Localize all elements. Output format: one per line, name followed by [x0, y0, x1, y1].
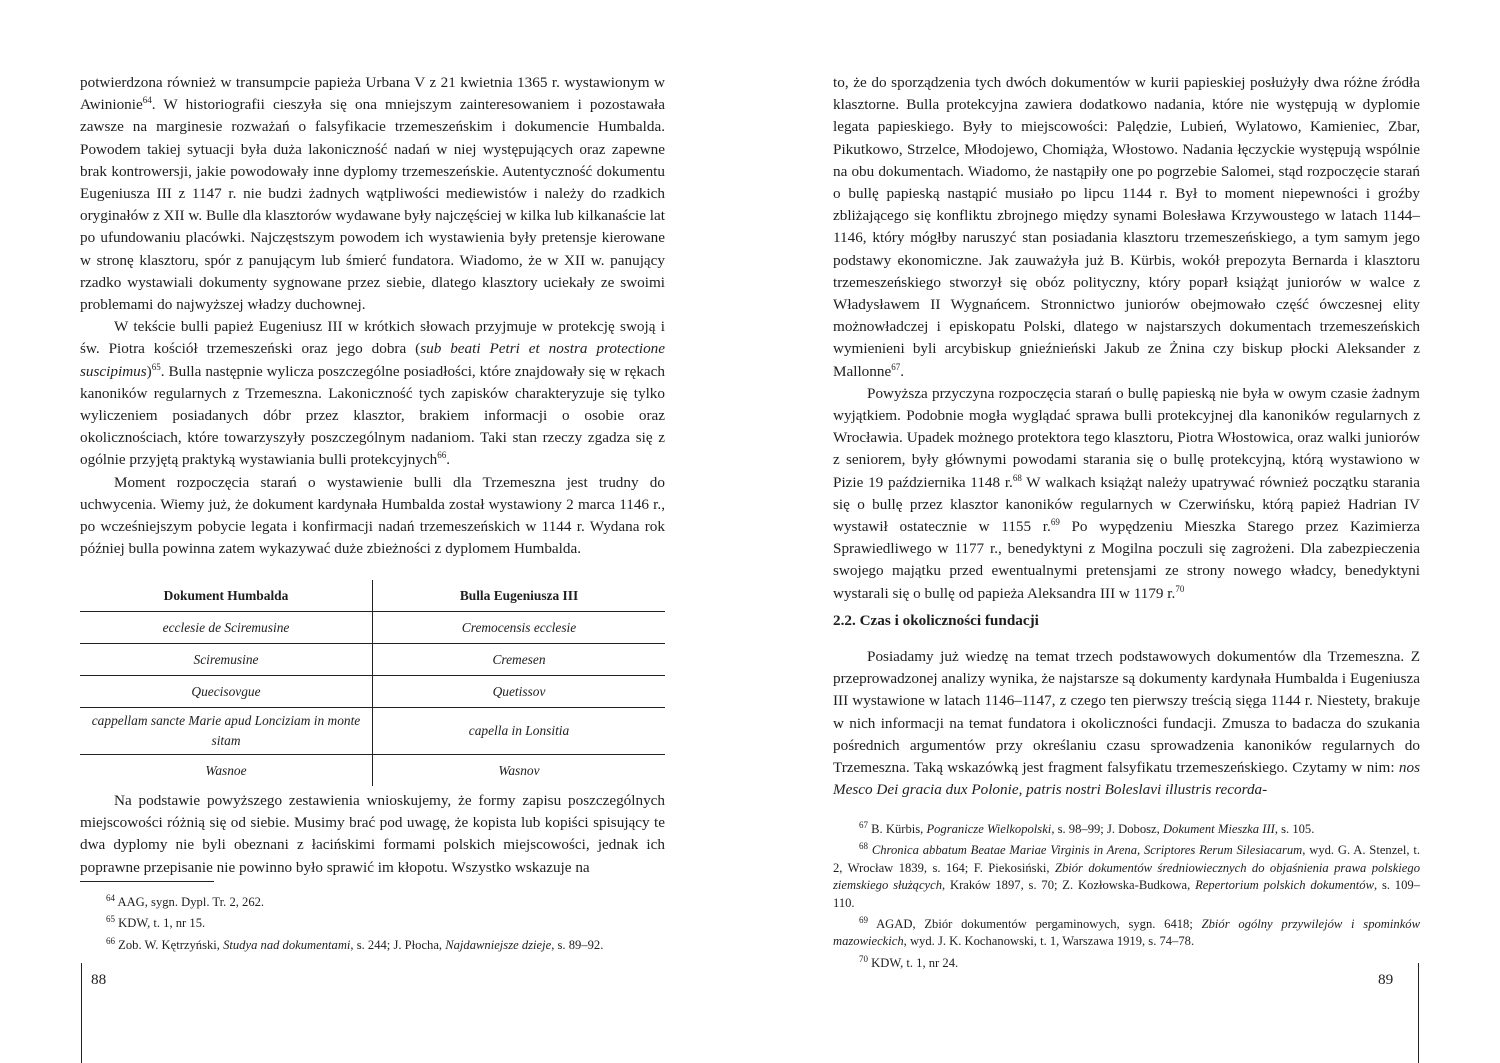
table-row — [80, 676, 665, 708]
paragraph: Powyższa przyczyna rozpoczęcia starań o bullę papieską nie była w owym czasie żadnym wyjątkiem. Podobnie mogła wyglądać sprawa bulli protekcyjnej dla kanoników regularnych z Wrocławia. Upadek możnego protektora tego klasztoru, Piotra Włostowica, oraz walki juniorów z seniorem, były głównymi powodami starania się o bullę protekcyjną, którą wystawiono w Pizie 19 października 1148 r.$^{68}$ W walkach książąt należy upatrywać również początku starania się o bullę przez klasztor kanoników regularnych w Czerwińsku, którą papież Hadrian IV wystawił ostatecznie w 1155 r.$^{69}$ Po wypędzeniu Mieszka Starego przez Kazimierza Sprawiedliwego w 1177 r., benedyktyni z Mogilna poczuli się zagrożeni. Dla zabezpieczenia swojego majątku przed ewentualnymi pretensjami ze strony nowego władcy, benedyktyni wystarali się o bullę od papieża Aleksandra III w 1179 r.$^{70}$ — [833, 384, 1420, 602]
table-cell: Quetissov — [373, 676, 666, 708]
paragraph: potwierdzona również w transumpcie papieża Urbana V z 21 kwietnia 1365 r. wystawionym w Awinionie$^{64}$. W historiografii cieszyła się ona mniejszym zainteresowaniem i pozostawała zawsze na marginesie rozważań o falsyfikacie trzemeszeńskim i dokumencie Humbalda. Powodem takiej sytuacji była duża lakoniczność nadań w niej występujących oraz zapewne brak kontrowersji, jakie powodowały inne dyplomy trzemeszeńskie. Autentyczność dokumentu Eugeniusza III z 1147 r. nie budzi żadnych wątpliwości mediewistów i należy do rzadkich oryginałów z XII w. Bulle dla klasztorów wydawane były najczęściej w kilka lub kilkanaście lat po ufundowaniu placówki. Najczęstszym powodem ich wystawienia były pretensje kierowane w stronę klasztoru, spór z panującym lub śmierć fundatora. Wiadomo, że w XII w. panujący rzadko wystawiali dokumenty sygnowane przez siebie, dlatego klasztory uciekały ze swoimi problemami do najwyższej władzy duchownej. — [80, 74, 665, 314]
table-cell: Quecisovgue — [80, 676, 373, 708]
footnote: $^{66}$ Zob. W. Kętrzyński, Studya nad dokumentami, s. 244; J. Płocha, Najdawniejsze dzieje, s. 89–92. — [106, 935, 604, 952]
paragraph: Moment rozpoczęcia starań o wystawienie bulli dla Trzemeszna jest trudny do uchwycenia. Wiemy już, że dokument kardynała Humbalda został wystawiony 2 marca 1146 r., po wcześniejszym pobycie legata i konfirmacji nadań trzemeszeńskich w 1144 r. Wydana rok później bulla powinna zatem wykazywać duże zbieżności z dyplomem Humbalda. — [80, 473, 665, 558]
footnote-ref[interactable]: 68 — [1012, 472, 1022, 483]
footnote: $^{65}$ KDW, t. 1, nr 15. — [106, 914, 206, 931]
table-cell: Wasnov — [498, 762, 540, 778]
table-row — [80, 644, 665, 676]
footnote-separator — [80, 881, 214, 882]
footnote: $^{67}$ B. Kürbis, Pogranicze Wielkopolski, s. 98–99; J. Dobosz, Dokument Mieszka III, s. 105. — [859, 819, 1315, 836]
table-cell: Sciremusine — [80, 644, 373, 676]
column-header: Dokument Humbalda — [80, 580, 373, 612]
footnote: $^{70}$ KDW, t. 1, nr 24. — [859, 953, 959, 970]
right-page — [750, 0, 1500, 1063]
paragraph: to, że do sporządzenia tych dwóch dokumentów w kurii papieskiej posłużyły dwa różne źródła klasztorne. Bulla protekcyjna zawiera dodatkowo nadania, które nie występują w dyplomie legata papieskiego. Były to miejscowości: Palędzie, Lubień, Wylatowo, Kamieniec, Zbar, Pikutkowo, Strzelce, Młodojewo, Chomiąża, Włostowo. Nadania łęczyckie występują wspólnie na obu dokumentach. Wiadomo, że nastąpiły one po pogrzebie Salomei, stąd rozpoczęcie starań o bullę papieską nastąpić musiało po lipcu 1144 r. Był to moment niepewności i groźby zbliżającego się konfliktu zbrojnego między synami Bolesława Krzywoustego w latach 1144–1146, który mógłby naruszyć stan posiadania klasztoru trzemeszeńskiego, a tym samym jego podstawy ekonomiczne. Jak zauważyła już B. Kürbis, wokół prepozyta Bernarda i klasztoru trzemeszeńskiego stworzył się obóz polityczny, który poparł książąt juniorów w walce z Władysławem II Wygnańcem. Stronnictwo juniorów obejmowało część ówczesnej elity możnowładczej i episkopatu Polski, dlatego w najstarszych dokumentach trzemeszeńskich wymienieni byli arcybiskup gnieźnieński Jakub ze Żnina czy biskup płocki Aleksander z Mallonne$^{67}$. — [833, 74, 1420, 380]
page-number: 89 — [1378, 971, 1394, 988]
footnote-ref[interactable]: 69 — [1050, 517, 1060, 527]
section-heading: 2.2. Czas i okoliczności fundacji — [833, 612, 1039, 629]
footnote: $^{69}$ AGAD, Zbiór dokumentów pergaminowych, sygn. 6418; Zbiór ogólny przywilejów i spominków mazowieckich, wyd. J. K. Kochanowski, t. 1, Warszawa 1919, s. 74–78. — [833, 914, 1420, 949]
footnote-ref[interactable]: 66 — [437, 450, 447, 461]
footnotes-right — [833, 821, 1420, 976]
body-text-left-bottom — [80, 790, 665, 879]
page-number: 88 — [91, 971, 107, 988]
table-row — [80, 708, 665, 755]
table-cell: Cremocensis ecclesie — [373, 612, 666, 644]
table-cell: Wasnoe — [80, 755, 373, 787]
body-text-right-top — [833, 72, 1420, 605]
table-row — [80, 755, 665, 787]
table-row — [80, 612, 665, 644]
body-text-left-top — [80, 72, 665, 560]
body-text-right-bottom — [833, 646, 1420, 801]
table-cell: capella in Lonsitia — [373, 708, 666, 755]
footnote-ref[interactable]: 70 — [1175, 583, 1185, 594]
footnote: $^{68}$ Chronica abbatum Beatae Mariae Virginis in Arena, Scriptores Rerum Silesiacarum, wyd. G. A. Stenzel, t. 2, Wrocław 1839, s. 164; F. Piekosiński, Zbiór dokumentów średniowiecznych do objaśnienia prawa polskiego ziemskiego służących, Kraków 1897, s. 70; Z. Kozłowska-Budkowa, Repertorium polskich dokumentów, s. 109–110. — [833, 841, 1420, 910]
footnotes-left — [80, 894, 665, 958]
footnote-ref[interactable]: 65 — [151, 361, 161, 372]
footnote-ref[interactable]: 64 — [142, 95, 152, 106]
paragraph: Posiadamy już wiedzę na temat trzech podstawowych dokumentów dla Trzemeszna. Z przeprowadzonej analizy wynika, że najstarsze są dokumenty kardynała Humbalda i Eugeniusza III wystawione w latach 1146–1147, z czego ten pierwszy treścią sięga 1144 r. Niestety, brakuje w nich informacji na temat fundatora i okoliczności fundacji. Zmusza to badacza do szukania pośrednich argumentów przy określaniu czasu sprowadzenia kanoników regularnych do Trzemeszna. Taką wskazówką jest fragment falsyfikatu trzemeszeńskiego. Czytamy w nim: nos Mesco Dei gracia dux Polonie, patris nostri Boleslavi illustris recorda- — [833, 648, 1420, 799]
paragraph: W tekście bulli papież Eugeniusz III w krótkich słowach przyjmuje w protekcję swoją i św. Piotra kościół trzemeszeński oraz jego dobra (sub beati Petri et nostra protectione suscipimus)$^{65}$. Bulla następnie wylicza poszczególne posiadłości, które znajdowały się w rękach kanoników regularnych z Trzemeszna. Lakoniczność tych zapisków charakteryzuje się tylko wyliczeniem posiadanych dóbr przez klasztor, brakiem informacji o osobie oraz okolicznościach, które towarzyszyły poszczególnym nadaniom. Taki stan rzeczy zgadza się z ogólnie przyjętą praktyką wystawiania bulli protekcyjnych$^{66}$. — [80, 318, 666, 469]
page-margin-line — [1418, 963, 1419, 1063]
column-header: Bulla Eugeniusza III — [373, 580, 666, 612]
comparison-table — [80, 580, 665, 786]
table-cell: Cremesen — [373, 644, 666, 676]
paragraph: Na podstawie powyższego zestawienia wnioskujemy, że formy zapisu poszczególnych miejscowości różnią się od siebie. Musimy brać pod uwagę, że kopista lub kopiści spisujący te dwa dyplomy nie byli obeznani z łacińskimi formami polskich miejscowości, jednak ich poprawne przepisanie nie powinno było sprawić im kłopotu. Wszystko wskazuje na — [80, 792, 665, 876]
table-header-row — [80, 580, 665, 612]
footnote-ref[interactable]: 67 — [891, 361, 901, 372]
table-cell: cappellam sancte Marie apud Lonciziam in monte sitam — [80, 708, 373, 755]
page-margin-line — [81, 963, 82, 1063]
footnote: $^{64}$ AAG, sygn. Dypl. Tr. 2, 262. — [106, 892, 265, 909]
table-cell: ecclesie de Sciremusine — [80, 612, 373, 644]
